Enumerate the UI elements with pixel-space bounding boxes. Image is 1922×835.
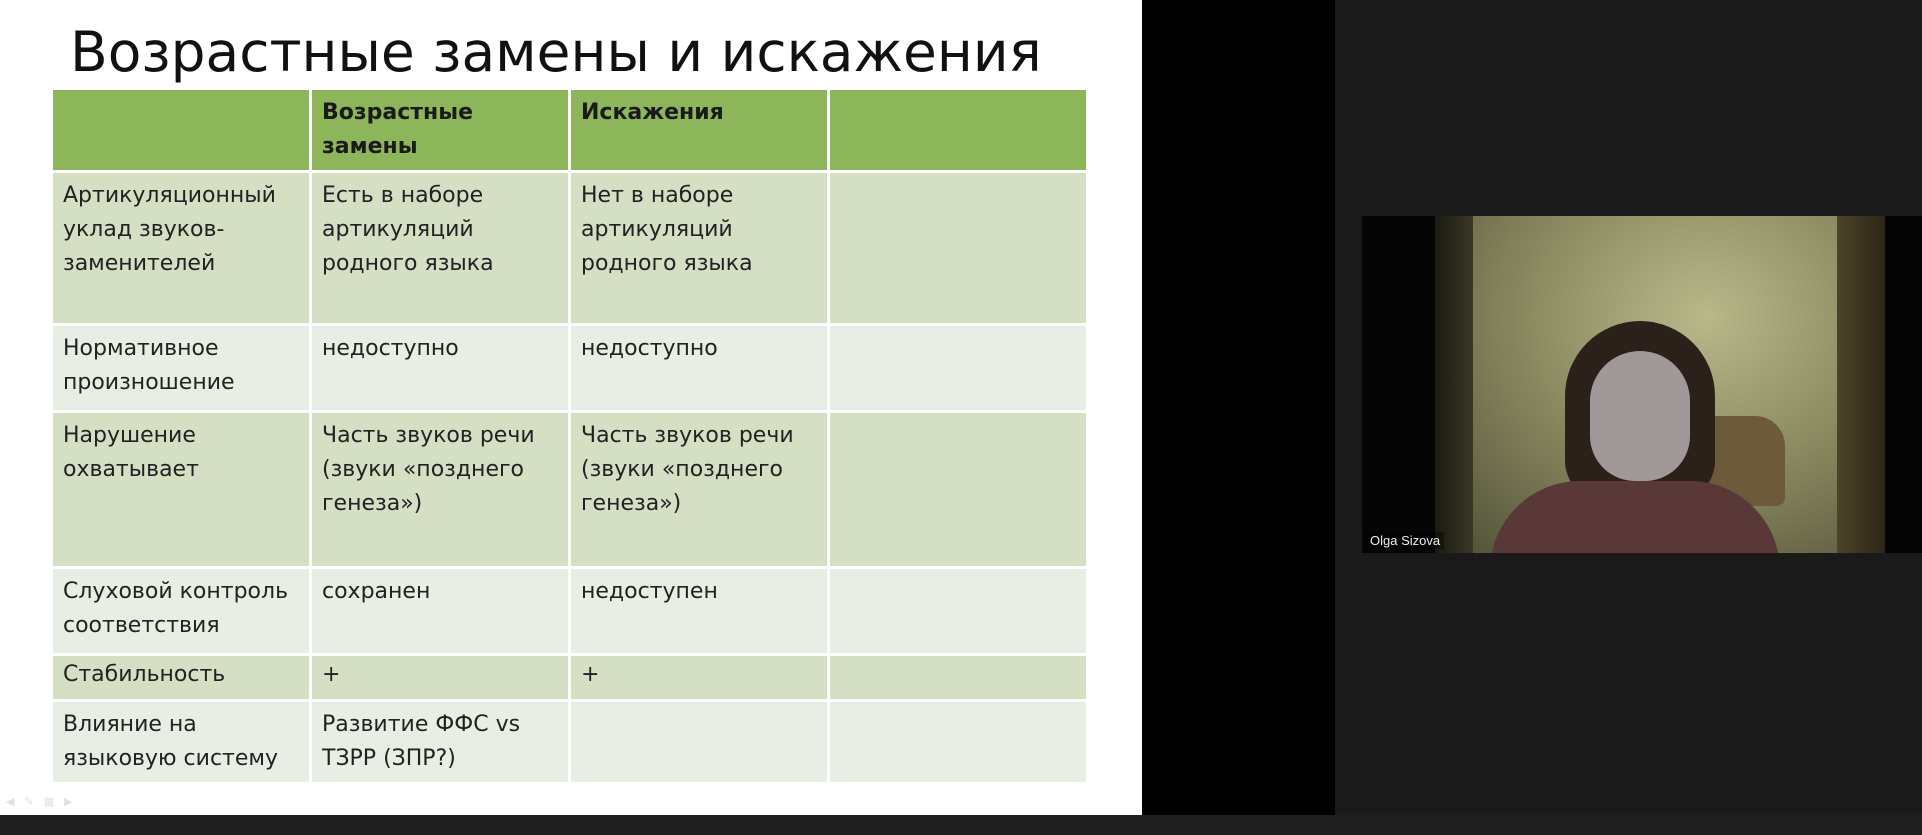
table-cell [830, 173, 1086, 323]
table-cell: Стабильность [53, 656, 309, 699]
bottom-bar [0, 815, 1922, 835]
table-cell [830, 702, 1086, 782]
next-slide-icon[interactable]: ▶ [64, 796, 73, 808]
table-row [53, 326, 1086, 410]
table-header-cell [830, 90, 1086, 170]
table-cell: недоступно [312, 326, 568, 410]
table-cell: Есть в наборе артикуляций родного языка [312, 173, 568, 323]
table-row [53, 702, 1086, 782]
participant-video-tile[interactable] [1362, 216, 1922, 553]
slide-title: Возрастные замены и искажения [70, 20, 1042, 84]
table-header-cell [53, 90, 309, 170]
table-cell: Нормативное произношение [53, 326, 309, 410]
participant-video [1435, 216, 1885, 553]
table-header-cell: Искажения [571, 90, 827, 170]
table-cell: Влияние на языковую систему [53, 702, 309, 782]
grid-icon[interactable]: ▦ [43, 796, 55, 808]
participant-face [1590, 351, 1690, 481]
table-row [53, 569, 1086, 653]
participant-name-label: Olga Sizova [1366, 532, 1444, 549]
table-cell: сохранен [312, 569, 568, 653]
table-cell: Нет в наборе артикуляций родного языка [571, 173, 827, 323]
table-header-cell: Возрастные замены [312, 90, 568, 170]
table-cell: недоступен [571, 569, 827, 653]
table-cell: Часть звуков речи (звуки «позднего генеза») [312, 413, 568, 566]
black-strip [1142, 0, 1335, 815]
table-header-row [53, 90, 1086, 170]
table-cell: Нарушение охватывает [53, 413, 309, 566]
pen-icon[interactable]: ✎ [24, 796, 34, 808]
table-cell [571, 702, 827, 782]
table-cell: + [312, 656, 568, 699]
table-cell [830, 569, 1086, 653]
table-cell [830, 326, 1086, 410]
table-cell: Часть звуков речи (звуки «позднего генеза») [571, 413, 827, 566]
table-row [53, 173, 1086, 323]
table-row [53, 413, 1086, 566]
video-bg-shelf [1435, 216, 1473, 553]
table-cell: недоступно [571, 326, 827, 410]
table-row [53, 656, 1086, 699]
video-bg-door [1837, 216, 1885, 553]
table-cell [830, 413, 1086, 566]
table-cell: Артикуляционный уклад звуков-заменителей [53, 173, 309, 323]
table-cell: Развитие ФФС vs ТЗРР (ЗПР?) [312, 702, 568, 782]
table-cell: Слуховой контроль соответствия [53, 569, 309, 653]
slide-nav-controls[interactable] [6, 795, 73, 808]
table-cell: + [571, 656, 827, 699]
prev-slide-icon[interactable]: ◀ [6, 796, 15, 808]
table-cell [830, 656, 1086, 699]
comparison-table [50, 87, 1089, 785]
